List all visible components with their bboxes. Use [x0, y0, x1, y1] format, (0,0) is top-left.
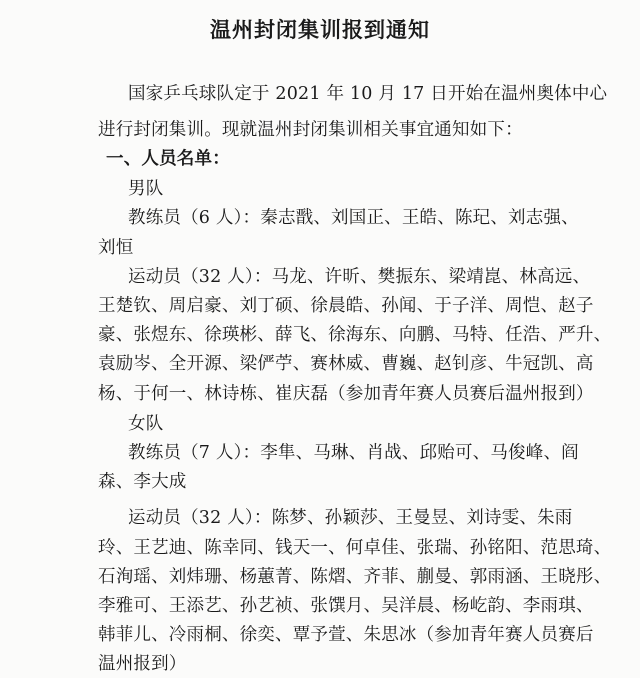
men-athletes-line: 运动员（32 人）：马龙、许昕、樊振东、梁靖崑、林高远、: [128, 267, 591, 287]
women-athletes-line: 李雅可、王添艺、孙艺祯、张馔月、吴洋晨、杨屹韵、李雨琪、: [98, 596, 594, 616]
men-athletes-line: 杨、于何一、林诗栋、崔庆磊（参加青年赛人员赛后温州报到）: [98, 384, 594, 404]
men-team-label: 男队: [128, 179, 164, 199]
document-title: 温州封闭集训报到通知: [210, 18, 430, 42]
intro-line-1: 国家乒乓球队定于 2021 年 10 月 17 日开始在温州奥体中心: [128, 84, 608, 104]
men-athletes-line: 袁励岑、全开源、梁俨苧、赛林威、曹巍、赵钊彦、牛冠凯、高: [98, 354, 594, 374]
section-heading-personnel: 一、人员名单：: [106, 149, 230, 169]
women-athletes-line: 石洵瑶、刘炜珊、杨蕙菁、陈熠、齐菲、蒯曼、郭雨涵、王晓彤、: [98, 567, 612, 587]
women-athletes-line: 韩菲儿、冷雨桐、徐奕、覃予萱、朱思冰（参加青年赛人员赛后: [98, 625, 594, 645]
men-athletes-line: 王楚钦、周启豪、刘丁硕、徐晨皓、孙闻、于子洋、周恺、赵子: [98, 296, 594, 316]
women-team-label: 女队: [128, 414, 164, 434]
women-athletes-line: 运动员（32 人）：陈梦、孙颖莎、王曼昱、刘诗雯、朱雨: [128, 508, 573, 528]
women-coaches-line-1: 教练员（7 人）：李隼、马琳、肖战、邱贻可、马俊峰、阎: [128, 443, 579, 463]
men-athletes-line: 豪、张煜东、徐瑛彬、薛飞、徐海东、向鹏、马特、任浩、严升、: [98, 325, 612, 345]
women-coaches-line-2: 森、李大成: [98, 472, 187, 492]
intro-line-2: 进行封闭集训。现就温州封闭集训相关事宜通知如下：: [98, 120, 523, 140]
men-coaches-line-2: 刘恒: [98, 238, 134, 258]
women-athletes-line: 温州报到）: [98, 654, 187, 674]
women-athletes-line: 玲、王艺迪、陈幸同、钱天一、何卓佳、张瑞、孙铭阳、范思琦、: [98, 538, 612, 558]
men-coaches-line-1: 教练员（6 人）：秦志戬、刘国正、王皓、陈玘、刘志强、: [128, 208, 579, 228]
